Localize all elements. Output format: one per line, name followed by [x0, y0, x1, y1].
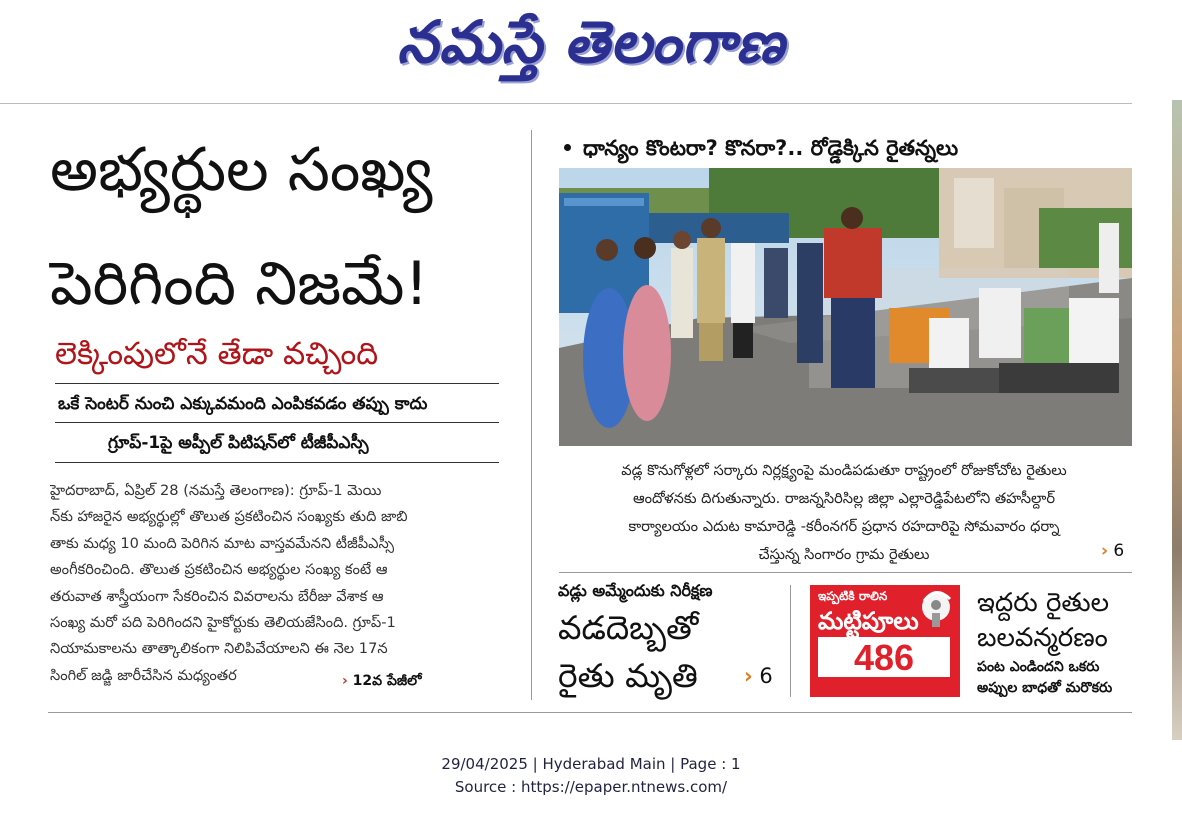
newspaper-logo: నమస్తే తెలంగాణ	[397, 8, 785, 76]
page-bottom-divider	[48, 712, 1132, 713]
caption-line: కార్యాలయం ఎదుట కామారెడ్డి -కరీంనగర్ ప్రధాన రహదారిపై సోమవారం ధర్నా	[628, 518, 1060, 535]
lead-deck-1: ఒకే సెంటర్ నుంచి ఎక్కువమంది ఎంపికవడం తప్పు కాదు	[58, 394, 428, 414]
brief2-headline-line2: బలవన్మరణం	[977, 623, 1108, 653]
footer-source-link[interactable]: Source : https://epaper.ntnews.com/	[454, 778, 728, 796]
body-line: తాకు మధ్య 10 మంది పెరిగిన మాట వాస్తవమేనని టీజీపీఎస్సీ	[50, 534, 395, 552]
brief1-headline-line1: వడదెబ్బతో	[558, 608, 699, 647]
brief1-kicker: వడ్లు అమ్మేందుకు నిరీక్షణ	[558, 581, 713, 600]
caption-line: చేస్తున్న సింగారం గ్రామ రైతులు	[758, 546, 930, 563]
body-line: హైదరాబాద్, ఏప్రిల్ 28 (నమస్తే తెలంగాణ): గ్రూప్-1 మెయి	[50, 482, 382, 499]
counter-label-2: మట్టిపూలు	[818, 607, 919, 635]
brief2-subline-2: అప్పుల బాధతో మరొకరు	[977, 680, 1113, 696]
body-line: సింగిల్ జడ్జి జారీచేసిన మధ్యంతర	[50, 666, 237, 684]
brief-divider	[790, 585, 791, 697]
lead-deck-2: గ్రూప్-1పై అప్పీల్ పిటిషన్‌లో టీజీపీఎస్సీ	[108, 433, 369, 453]
lead-subhead: లెక్కింపులోనే తేడా వచ్చింది	[55, 336, 379, 372]
brief1-headline-line2: రైతు మృతి	[558, 656, 698, 695]
lead-continued-link[interactable]	[342, 673, 422, 692]
brief2-subline-1: పంట ఎండిందని ఒకరు	[977, 659, 1100, 675]
chevron-right-icon: ›	[744, 664, 753, 688]
column-divider	[531, 130, 532, 700]
farmer-deaths-counter-box	[810, 585, 960, 697]
brief1-continued-link[interactable]	[744, 664, 773, 688]
brief1-continued-page: 6	[759, 664, 773, 688]
deck-divider-2	[55, 462, 499, 463]
lead-headline-line1: అభ్యర్థుల సంఖ్య	[50, 135, 433, 205]
photo-caption	[560, 457, 1128, 569]
protest-photo-illustration	[559, 168, 1132, 446]
continued-page-label: 12వ పేజీలో	[352, 673, 422, 689]
body-line: తరువాత శాస్త్రీయంగా సేకరించిన వివరాలను బేరీజు వేశాక ఆ	[50, 587, 384, 605]
masthead	[0, 0, 1182, 100]
farmers-protest-photo	[559, 168, 1132, 446]
adjacent-page-edge	[1172, 100, 1182, 740]
caption-continued-page: 6	[1113, 541, 1125, 561]
lead-body-text	[50, 478, 502, 689]
subhead-divider	[55, 383, 499, 384]
body-line: నియామకాలను తాత్కాలికంగా నిలిపివేయాలని ఈ నెల 17న	[50, 640, 388, 658]
body-line: న్‌కు హాజరైన అభ్యర్థుల్లో తొలుత ప్రకటించిన సంఖ్యకు తుది జాబి	[50, 508, 408, 526]
deck-divider	[55, 422, 499, 423]
body-line: అంగీకరించింది. తొలుత ప్రకటించిన అభ్యర్థుల సంఖ్య కంటే ఆ	[50, 561, 388, 579]
footer-date-edition: 29/04/2025 | Hyderabad Main | Page : 1	[441, 755, 741, 773]
section-divider	[559, 572, 1132, 573]
counter-number: 486	[818, 637, 950, 677]
chevron-right-icon: ›	[1101, 541, 1109, 561]
brief2-headline-line1: ఇద్దరు రైతుల	[977, 588, 1110, 618]
sickle-figure-icon	[916, 587, 956, 637]
bullet-icon	[564, 144, 571, 151]
photo-story-headline	[556, 133, 1126, 163]
counter-label-1: ఇప్పటికి రాలిన	[818, 589, 888, 603]
masthead-divider	[0, 103, 1132, 104]
photo-story-title: ధాన్యం కొంటరా? కొనరా?.. రోడ్డెక్కిన రైతన్నలు	[583, 136, 959, 160]
body-line: సంఖ్య మరో పది పెరిగిందని హైకోర్టుకు తెలియజేసింది. గ్రూప్-1	[50, 614, 396, 632]
caption-continued-link[interactable]	[1101, 541, 1124, 561]
caption-line: ఆందోళనకు దిగుతున్నారు. రాజన్నసిరిసిల్ల జిల్లా ఎల్లారెడ్డిపేటలోని తహసీల్దార్	[633, 490, 1055, 507]
chevron-right-icon: ›	[342, 673, 348, 689]
lead-headline-line2: పెరిగింది నిజమే!	[50, 249, 429, 319]
caption-line: వడ్ల కొనుగోళ్లలో సర్కారు నిర్లక్ష్యంపై మండిపడుతూ రాష్ట్రంలో రోజుకోచోట రైతులు	[621, 462, 1067, 479]
